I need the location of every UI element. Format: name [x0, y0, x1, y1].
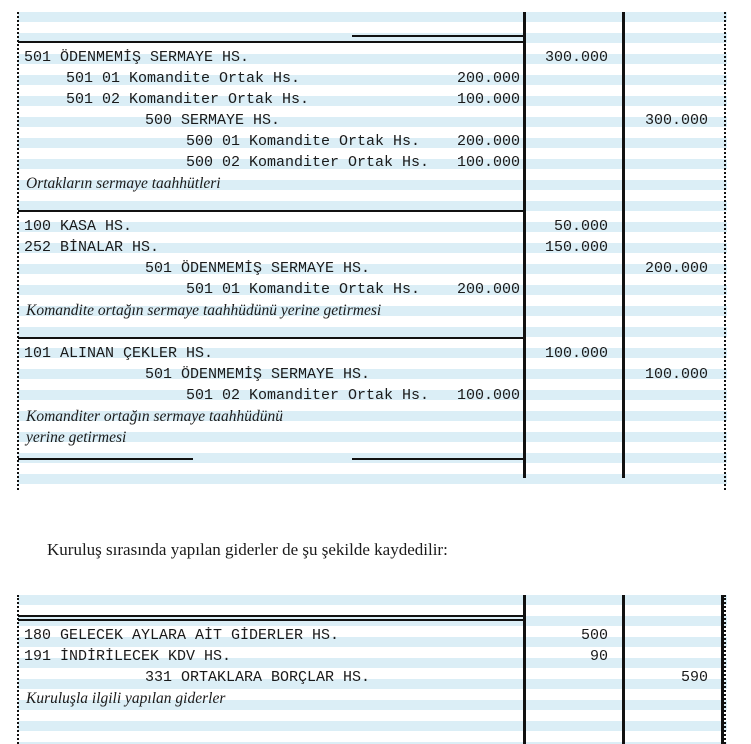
credit-amount: 200.000: [644, 260, 708, 277]
account-name: 331 ORTAKLARA BORÇLAR HS.: [145, 669, 371, 686]
account-name: 501 01 Komandite Ortak Hs.: [66, 70, 301, 87]
credit-amount: 100.000: [644, 366, 708, 383]
entry-description: Komandite ortağın sermaye taahhüdünü yerine getirmesi: [26, 302, 382, 319]
journal-line: [0, 406, 751, 427]
sub-account-amount: 200.000: [456, 133, 520, 150]
account-name: 100 KASA HS.: [24, 218, 133, 235]
journal-line: [0, 47, 751, 68]
ledger-bottom-rule-left: [18, 458, 193, 460]
sub-account-amount: 100.000: [456, 387, 520, 404]
journal-line: [0, 131, 751, 152]
account-name: 500 SERMAYE HS.: [145, 112, 281, 129]
journal-ledger-1: [0, 12, 751, 490]
journal-line: [0, 110, 751, 131]
debit-amount: 90: [589, 648, 608, 665]
ledger-top-rule-right: [352, 35, 524, 37]
account-name: 101 ALINAN ÇEKLER HS.: [24, 345, 214, 362]
entry-separator: [18, 337, 524, 339]
account-name: 191 İNDİRİLECEK KDV HS.: [24, 648, 232, 665]
journal-line: [0, 237, 751, 258]
journal-line: [0, 688, 751, 709]
account-name: 180 GELECEK AYLARA AİT GİDERLER HS.: [24, 627, 340, 644]
entry-separator: [18, 619, 524, 621]
journal-line: [0, 258, 751, 279]
sub-account-amount: 100.000: [456, 154, 520, 171]
sub-account-amount: 200.000: [456, 70, 520, 87]
debit-amount: 100.000: [544, 345, 608, 362]
entry-description: Komanditer ortağın sermaye taahhüdünü: [26, 408, 284, 425]
entry-description: Kuruluşla ilgili yapılan giderler: [26, 690, 226, 707]
journal-line: [0, 385, 751, 406]
journal-line: [0, 427, 751, 448]
journal-line: [0, 68, 751, 89]
journal-line: [0, 300, 751, 321]
entry-separator: [18, 210, 524, 212]
journal-line: [0, 89, 751, 110]
body-paragraph: Kuruluş sırasında yapılan giderler de şu şekilde kaydedilir:: [47, 540, 448, 559]
journal-line: [0, 667, 751, 688]
debit-amount: 500: [580, 627, 608, 644]
account-name: 500 01 Komandite Ortak Hs.: [186, 133, 421, 150]
debit-amount: 300.000: [544, 49, 608, 66]
sub-account-amount: 100.000: [456, 91, 520, 108]
entry-description: yerine getirmesi: [26, 429, 127, 446]
account-name: 501 ÖDENMEMİŞ SERMAYE HS.: [145, 260, 371, 277]
ledger-bottom-rule-right: [352, 458, 524, 460]
entry-separator: [18, 41, 524, 43]
journal-line: [0, 279, 751, 300]
account-name: 501 02 Komanditer Ortak Hs.: [66, 91, 310, 108]
journal-line: [0, 364, 751, 385]
journal-line: [0, 625, 751, 646]
sub-account-amount: 200.000: [456, 281, 520, 298]
journal-line: [0, 173, 751, 194]
journal-ledger-2: [0, 595, 751, 744]
credit-amount: 590: [680, 669, 708, 686]
account-name: 501 02 Komanditer Ortak Hs.: [186, 387, 430, 404]
credit-amount: 300.000: [644, 112, 708, 129]
account-name: 501 ÖDENMEMİŞ SERMAYE HS.: [145, 366, 371, 383]
journal-line: [0, 646, 751, 667]
debit-amount: 150.000: [544, 239, 608, 256]
account-name: 500 02 Komanditer Ortak Hs.: [186, 154, 430, 171]
debit-amount: 50.000: [553, 218, 608, 235]
account-name: 501 01 Komandite Ortak Hs.: [186, 281, 421, 298]
account-name: 252 BİNALAR HS.: [24, 239, 160, 256]
journal-line: [0, 343, 751, 364]
journal-line: [0, 152, 751, 173]
entry-description: Ortakların sermaye taahhütleri: [26, 175, 221, 192]
journal-line: [0, 216, 751, 237]
ledger-top-rule: [18, 615, 524, 617]
account-name: 501 ÖDENMEMİŞ SERMAYE HS.: [24, 49, 250, 66]
